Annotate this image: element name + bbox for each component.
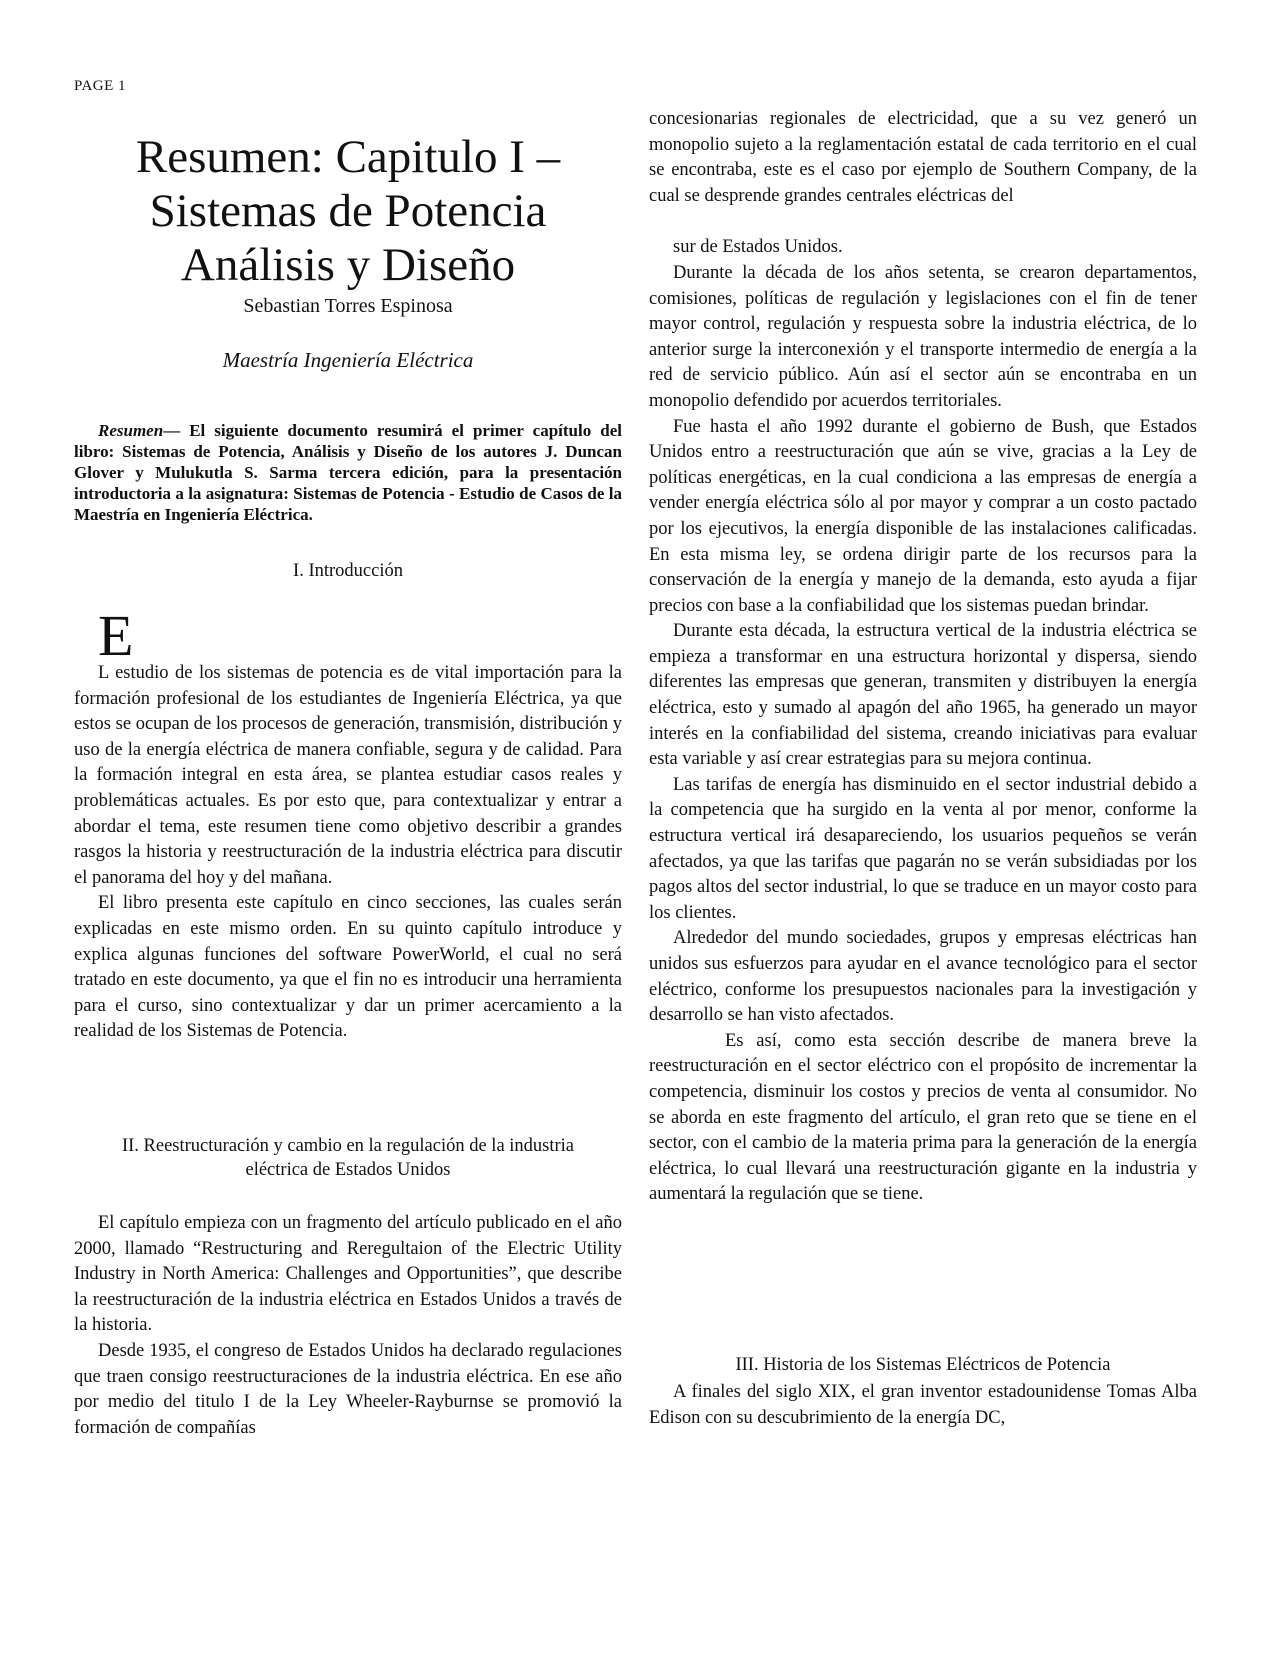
- title-line: Sistemas de Potencia: [149, 185, 547, 237]
- drop-cap: E: [98, 603, 134, 668]
- paragraph: El libro presenta este capítulo en cinco secciones, las cuales serán explicadas en este mismo orden. En su quinto capítulo introduce y explica algunas funciones del software PowerWorld, el cual no será tratado en este documento, ya que el fin no es introducir una herramienta para el curso, sino contextualizar y dar un primer acercamiento a la realidad de los Sistemas de Potencia.: [74, 893, 622, 1042]
- paragraph: Las tarifas de energía has disminuido en el sector industrial debido a la competencia que ha surgido en la venta al por menor, conforme la estructura vertical irá desapareciendo, los usuarios pequeños se verán afectados, ya que las tarifas que pagarán no se verán subsidiadas por los pagos altos del sector industrial, lo que se traduce en un mayor costo para los clientes.: [649, 774, 1197, 923]
- section-1-body: [74, 661, 622, 1045]
- author: Sebastian Torres Espinosa: [243, 295, 453, 317]
- abstract-lead: Resumen: [98, 421, 164, 440]
- section-heading-historia: III. Historia de los Sistemas Eléctricos de Potencia: [735, 1355, 1111, 1375]
- paper-title: [74, 130, 622, 292]
- title-line: Análisis y Diseño: [180, 239, 516, 291]
- section-2-body: [74, 1211, 622, 1441]
- paragraph: Es así, como esta sección describe de manera breve la reestructuración en el sector eléctrico con el propósito de incrementar la competencia, disminuir los costos y precios de venta al consumidor. No se aborda en este fragmento del artículo, el gran reto que se tiene en el sector, con el cambio de la materia prima para la generación de la energía eléctrica, lo cual llevará una reestructuración gigante en la industria y aumentará la regulación que se tiene.: [649, 1030, 1197, 1205]
- abstract: [74, 420, 622, 525]
- paragraph: Durante la década de los años setenta, se crearon departamentos, comisiones, políticas de regulación y legislaciones con el fin de tener mayor control, regulación y respuesta sobre la industria eléctrica, de lo anterior surge la interconexión y el transporte intermedio de energía a la red de servicio público. Aún así el sector aún se encontraba en un monopolio defendido por acuerdos territoriales.: [649, 262, 1197, 411]
- title-line: Resumen: Capitulo I –: [135, 131, 561, 183]
- affiliation: Maestría Ingeniería Eléctrica: [222, 348, 474, 372]
- abstract-text: — El siguiente documento resumirá el primer capítulo del libro: Sistemas de Potencia, Análisis y Diseño de los autores J. Duncan Glover y Mulukutla S. Sarma tercera edición, para la presentación introductoria a la asignatura: Sistemas de Potencia - Estudio de Casos de la Maestría en Ingeniería Eléctrica.: [74, 421, 622, 524]
- paragraph-continuation-tail: sur de Estados Unidos.: [673, 237, 843, 258]
- section-3-body: [649, 1380, 1197, 1431]
- heading-line: eléctrica de Estados Unidos: [245, 1160, 451, 1180]
- section-heading-introduccion: I. Introducción: [293, 561, 403, 581]
- section-heading-reestructuracion: [74, 1134, 622, 1182]
- title-block: [74, 130, 622, 373]
- paragraph: Alrededor del mundo sociedades, grupos y empresas eléctricas han unidos sus esfuerzos para ayudar en el avance tecnológico para el sector eléctrico, conforme los presupuestos nacionales para la investigación y desarrollo se han visto afectados.: [649, 928, 1197, 1026]
- right-column-body: [649, 107, 1197, 1208]
- paragraph: Desde 1935, el congreso de Estados Unidos ha declarado regulaciones que traen consigo reestructuraciones de la industria eléctrica. En ese año por medio del titulo I de la Ley Wheeler-Rayburnse se promovió la formación de compañías: [74, 1340, 622, 1438]
- paragraph: A finales del siglo XIX, el gran inventor estadounidense Tomas Alba Edison con su descubrimiento de la energía DC,: [649, 1382, 1197, 1428]
- paragraph: L estudio de los sistemas de potencia es de vital importación para la formación profesional de los estudiantes de Ingeniería Eléctrica, ya que estos se ocupan de los procesos de generación, transmisión, distribución y uso de la energía eléctrica de manera confiable, segura y de calidad. Para la formación integral en esta área, se plantea estudiar casos reales y problemáticas actuales. Es por esto que, para contextualizar y entrar a abordar el tema, este resumen tiene como objetivo describir a grandes rasgos la historia y reestructuración de la industria eléctrica para discutir el panorama del hoy y del mañana.: [74, 663, 622, 888]
- paragraph: Fue hasta el año 1992 durante el gobierno de Bush, que Estados Unidos entro a reestructuración que aún se vive, gracias a la Ley de políticas energéticas, en la cual condiciona a las empresas de energía a vender energía eléctrica sólo al por mayor y comprar a un costo pactado por los ejecutivos, la energía disponible de las instalaciones calificadas. En esta misma ley, se ordena dirigir parte de los recursos para la conservación de la energía y manejo de la demanda, esto ayuda a fijar precios con base a la confiabilidad que los sistemas puedan brindar.: [649, 416, 1197, 616]
- page-number: PAGE 1: [74, 78, 127, 94]
- paragraph: El capítulo empieza con un fragmento del artículo publicado en el año 2000, llamado “Restructuring and Reregultaion of the Electric Utility Industry in North America: Challenges and Opportunities”, que describe la reestructuración de la industria eléctrica en Estados Unidos a través de la historia.: [74, 1213, 622, 1336]
- paragraph-continuation: concesionarias regionales de electricidad, que a su vez generó un monopolio sujeto a la reglamentación estatal de cada territorio en el cual se encontraba, este es el caso por ejemplo de Southern Company, de la cual se desprende grandes centrales eléctricas del: [649, 109, 1197, 206]
- paragraph: Durante esta década, la estructura vertical de la industria eléctrica se empieza a transformar en una estructura horizontal y dispersa, siendo diferentes las empresas que generan, transmiten y distribuyen la energía eléctrica, esto y sumado al apagón del año 1965, ha generado un mayor interés en la confiabilidad del sistema, creando iniciativas para evaluar esta variable y así crear estrategias para su mejora continua.: [649, 621, 1197, 770]
- heading-line: II. Reestructuración y cambio en la regulación de la industria: [121, 1136, 575, 1156]
